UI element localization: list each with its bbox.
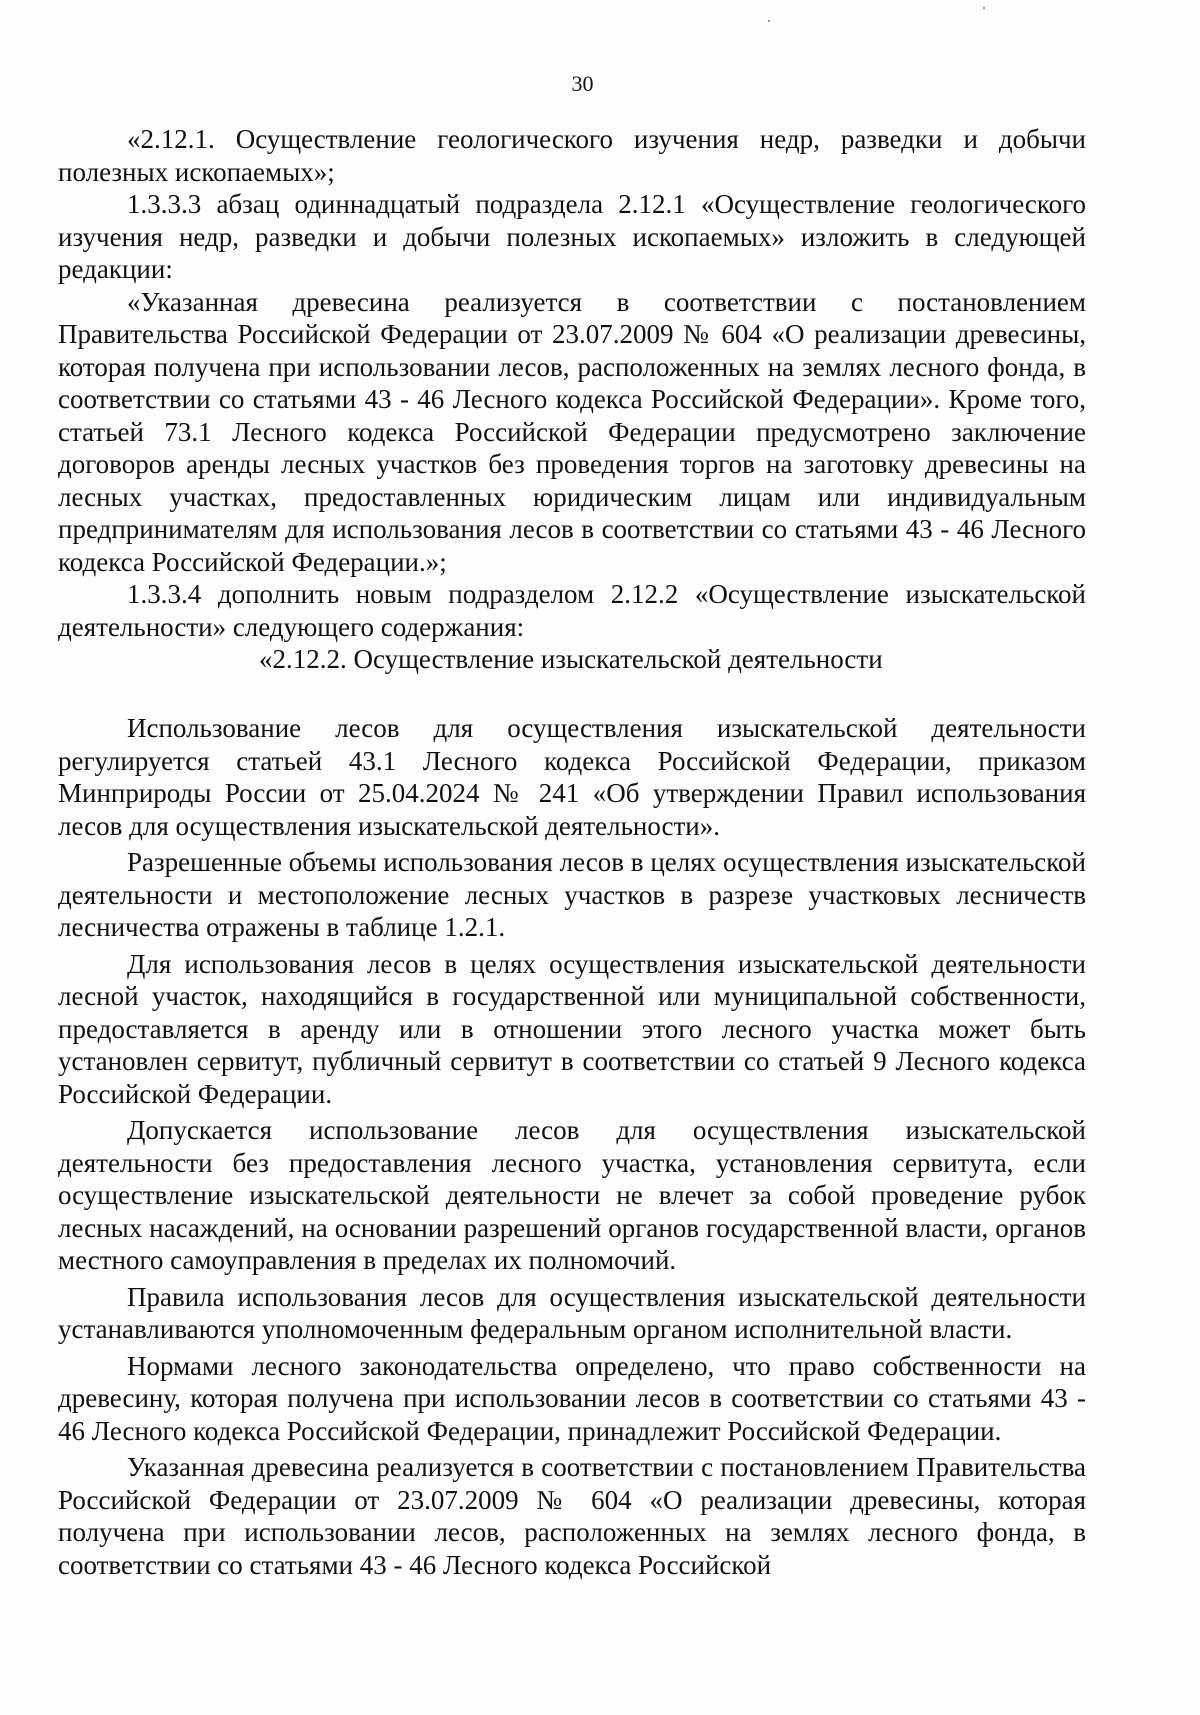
paragraph-lease-servitude: Для использования лесов в целях осуществления изыскательской деятельности лесной участок, находящийся в государственной или муниципальной собственности, предоставляется в аренду или в отношении этого лесного участка может быть установлен сервитут, публичный сервитут в соответствии со статьей 9 Лесного кодекса Российской Федерации. bbox=[58, 948, 1086, 1109]
paragraph-amendment-1-3-3-4: 1.3.3.4 дополнить новым подразделом 2.12.2 «Осуществление изыскательской деятельности» следующего содержания: bbox=[58, 579, 1086, 642]
paragraph-timber-ownership: Нормами лесного законодательства определено, что право собственности на древесину, которая получена при использовании лесов в соответствии со статьями 43 - 46 Лесного кодекса Российской Федерации, принадлежит Российской Федерации. bbox=[58, 1350, 1086, 1446]
paragraph-quoted-heading: «2.12.1. Осуществление геологического изучения недр, разведки и добычи полезных ископаемых»; bbox=[58, 124, 1086, 187]
document-body bbox=[58, 123, 1086, 1581]
paragraph-quoted-timber-sale: «Указанная древесина реализуется в соответствии с постановлением Правительства Российской Федерации от 23.07.2009 № 604 «О реализации древесины, которая получена при использовании лесов, расположенных на землях лесного фонда, в соответствии со статьями 43 - 46 Лесного кодекса Российской Федерации». Кроме того, статьей 73.1 Лесного кодекса Российской Федерации предусмотрено заключение договоров аренды лесных участков без проведения торгов на заготовку древесины на лесных участках, предоставленных юридическим лицам или индивидуальным предпринимателям для использования лесов в соответствии со статьями 43 - 46 Лесного кодекса Российской Федерации.»; bbox=[58, 286, 1086, 577]
paragraph-use-without-plot: Допускается использование лесов для осуществления изыскательской деятельности без предоставления лесного участка, установления сервитута, если осуществление изыскательской деятельности не влечет за собой проведение рубок лесных насаждений, на основании разрешений органов государственной власти, органов местного самоуправления в пределах их полномочий. bbox=[58, 1115, 1086, 1275]
paragraph-allowed-volumes: Разрешенные объемы использования лесов в целях осуществления изыскательской деятельности и местоположение лесных участков в разрезе участковых лесничеств лесничества отражены в таблице 1.2.1. bbox=[58, 847, 1086, 942]
paragraph-forest-use-regulation: Использование лесов для осуществления изыскательской деятельности регулируется статьей 43.1 Лесного кодекса Российской Федерации, приказом Минприроды России от 25.04.2024 № 241 «Об утверждении Правил использования лесов для осуществления изыскательской деятельности». bbox=[58, 713, 1086, 841]
page-number: 30 bbox=[571, 71, 594, 96]
blank-line bbox=[58, 676, 1086, 709]
section-heading: «2.12.2. Осуществление изыскательской деятельности bbox=[259, 644, 883, 674]
paragraph-rules-authority: Правила использования лесов для осуществления изыскательской деятельности устанавливаются уполномоченным федеральным органом исполнительной власти. bbox=[58, 1281, 1086, 1344]
paragraph-timber-sale: Указанная древесина реализуется в соответствии с постановлением Правительства Российской Федерации от 23.07.2009 № 604 «О реализации древесины, которая получена при использовании лесов, расположенных на землях лесного фонда, в соответствии со статьями 43 - 46 Лесного кодекса Российской bbox=[58, 1452, 1086, 1580]
scan-speck bbox=[768, 20, 770, 22]
scan-speck bbox=[983, 7, 985, 9]
paragraph-amendment-1-3-3-3: 1.3.3.3 абзац одиннадцатый подраздела 2.12.1 «Осуществление геологического изучения недр, разведки и добычи полезных ископаемых» изложить в следующей редакции: bbox=[58, 189, 1086, 284]
